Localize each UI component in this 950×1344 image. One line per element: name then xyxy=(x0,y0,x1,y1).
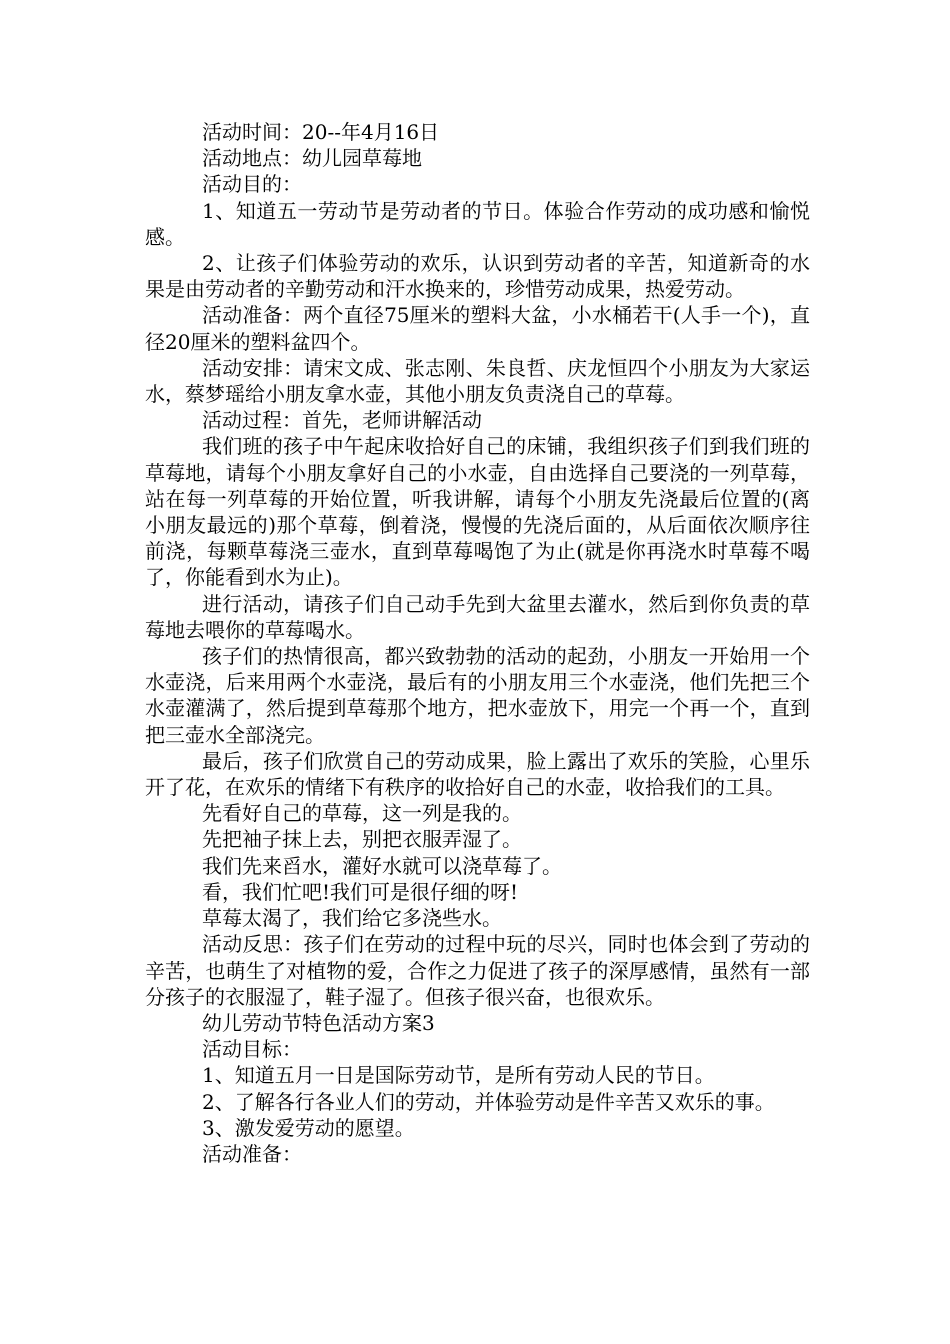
quote-line-5: 草莓太渴了，我们给它多浇些水。 xyxy=(202,906,502,931)
document-body xyxy=(145,119,810,1167)
process-paragraph-3: 孩子们的热情很高，都兴致勃勃的活动的起劲，小朋友一开始用一个水壶浇，后来用两个水壶浇，最后有的小朋友用三个水壶浇，他们先把三个水壶灌满了，然后提到草莓那个地方，把水壶放下，用完一个再一个，直到把三壶水全部浇完。 xyxy=(145,644,810,747)
process-paragraph-2: 进行活动，请孩子们自己动手先到大盆里去灌水，然后到你负责的草莓地去喂你的草莓喝水。 xyxy=(145,591,810,642)
process-paragraph-4: 最后，孩子们欣赏自己的劳动成果，脸上露出了欢乐的笑脸，心里乐开了花，在欢乐的情绪下有秩序的收拾好自己的水壶，收拾我们的工具。 xyxy=(145,748,810,800)
activity-location-line: 活动地点：幼儿园草莓地 xyxy=(202,146,422,171)
purpose-item-1: 1、知道五一劳动节是劳动者的节日。体验合作劳动的成功感和愉悦感。 xyxy=(145,198,810,249)
quote-line-2: 先把袖子抹上去，别把衣服弄湿了。 xyxy=(202,827,522,852)
activity-preparation-heading: 活动准备： xyxy=(202,1141,302,1166)
quote-line-3: 我们先来舀水，灌好水就可以浇草莓了。 xyxy=(202,853,562,878)
activity-purpose-heading: 活动目的： xyxy=(202,172,302,197)
quote-line-1: 先看好自己的草莓，这一列是我的。 xyxy=(202,801,522,826)
activity-arrangement: 活动安排：请宋文成、张志刚、朱良哲、庆龙恒四个小朋友为大家运水，蔡梦瑶给小朋友拿水壶，其他小朋友负责浇自己的草莓。 xyxy=(145,355,810,407)
activity-reflection: 活动反思：孩子们在劳动的过程中玩的尽兴，同时也体会到了劳动的辛苦，也萌生了对植物的爱，合作之力促进了孩子的深厚感情，虽然有一部分孩子的衣服湿了，鞋子湿了。但孩子很兴奋，也很欢乐。 xyxy=(145,932,810,1009)
goal-item-2: 2、了解各行各业人们的劳动，并体验劳动是件辛苦又欢乐的事。 xyxy=(202,1089,775,1114)
section-title-plan-3: 幼儿劳动节特色活动方案3 xyxy=(202,1010,435,1035)
activity-preparation: 活动准备：两个直径75厘米的塑料大盆，小水桶若干(人手一个)，直径20厘米的塑料盆四个。 xyxy=(145,303,810,354)
activity-goals-heading: 活动目标： xyxy=(202,1037,302,1062)
activity-time-line: 活动时间：20--年4月16日 xyxy=(202,120,440,144)
process-paragraph-1: 我们班的孩子中午起床收拾好自己的床铺，我组织孩子们到我们班的草莓地，请每个小朋友拿好自己的小水壶，自由选择自己要浇的一列草莓，站在每一列草莓的开始位置，听我讲解，请每个小朋友先浇最后位置的(离小朋友最远的)那个草莓，倒着浇，慢慢的先浇后面的，从后面依次顺序往前浇，每颗草莓浇三壶水，直到草莓喝饱了为止(就是你再浇水时草莓不喝了，你能看到水为止)。 xyxy=(145,434,810,590)
goal-item-3: 3、激发爱劳动的愿望。 xyxy=(202,1115,415,1140)
purpose-item-2: 2、让孩子们体验劳动的欢乐，认识到劳动者的辛苦，知道新奇的水果是由劳动者的辛勤劳动和汗水换来的，珍惜劳动成果，热爱劳动。 xyxy=(145,251,810,302)
activity-process-heading: 活动过程：首先，老师讲解活动 xyxy=(202,408,482,433)
goal-item-1: 1、知道五月一日是国际劳动节，是所有劳动人民的节日。 xyxy=(202,1063,715,1088)
quote-line-4: 看，我们忙吧!我们可是很仔细的呀! xyxy=(202,879,519,904)
